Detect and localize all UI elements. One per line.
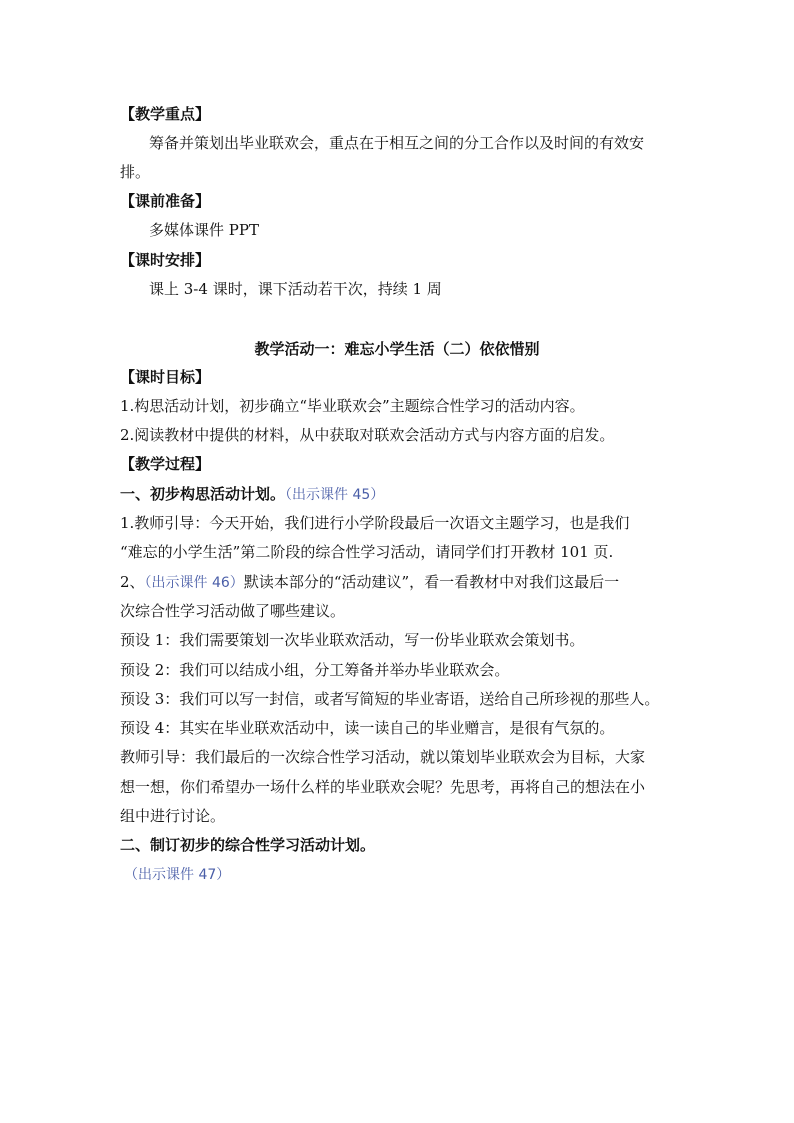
goal-item-1: 1.构思活动计划，初步确立“毕业联欢会”主题综合性学习的活动内容。 [120,397,585,415]
paragraph-1-line-2: “难忘的小学生活”第二阶段的综合性学习活动，请同学们打开教材 101 页. [120,543,614,561]
key-points-line-2: 排。 [120,163,151,181]
process-heading: 【教学过程】 [120,455,211,473]
paragraph-1-line-1: 1.教师引导：今天开始，我们进行小学阶段最后一次语文主题学习，也是我们 [120,514,630,532]
preset-2: 预设 2：我们可以结成小组，分工筹备并举办毕业联欢会。 [120,661,510,679]
paragraph-2-line-1 [120,572,619,593]
teacher-guide-line-2: 想一想，你们希望办一场什么样的毕业联欢会呢？先思考，再将自己的想法在小 [120,778,646,796]
paragraph-2-line-2: 次综合性学习活动做了哪些建议。 [120,602,346,620]
step-1-line [120,484,384,505]
key-points-line-1: 筹备并策划出毕业联欢会，重点在于相互之间的分工合作以及时间的有效安 [149,134,645,152]
step-2-ref: （出示课件 47） [124,867,231,883]
teacher-guide-line-3: 组中进行讨论。 [120,807,226,825]
step-2-title: 二、制订初步的综合性学习活动计划。 [120,836,376,854]
preset-1: 预设 1：我们需要策划一次毕业联欢活动，写一份毕业联欢会策划书。 [120,631,585,649]
teacher-guide-line-1: 教师引导：我们最后的一次综合性学习活动，就以策划毕业联欢会为目标，大家 [120,748,646,766]
preparation-heading: 【课前准备】 [120,192,211,210]
activity-title: 教学活动一：难忘小学生活（二）依依惜别 [254,340,540,358]
preset-4: 预设 4：其实在毕业联欢活动中，读一读自己的毕业赠言，是很有气氛的。 [120,719,615,737]
step-1-ref: （出示课件 45） [285,487,385,503]
key-points-heading: 【教学重点】 [120,105,211,123]
schedule-heading: 【课时安排】 [120,251,211,269]
paragraph-2-ref: （出示课件 46） [144,575,244,591]
paragraph-2-rest: 默读本部分的“活动建议”，看一看教材中对我们这最后一 [243,573,620,591]
preparation-text: 多媒体课件 PPT [149,221,259,239]
preset-3: 预设 3：我们可以写一封信，或者写简短的毕业寄语，送给自己所珍视的那些人。 [120,690,660,708]
schedule-text: 课上 3-4 课时，课下活动若干次，持续 1 周 [149,280,442,298]
step-1-title: 一、初步构思活动计划。 [120,485,286,503]
goals-heading: 【课时目标】 [120,368,211,386]
paragraph-2-prefix: 2、 [120,573,145,591]
goal-item-2: 2.阅读教材中提供的材料，从中获取对联欢会活动方式与内容方面的启发。 [120,426,615,444]
